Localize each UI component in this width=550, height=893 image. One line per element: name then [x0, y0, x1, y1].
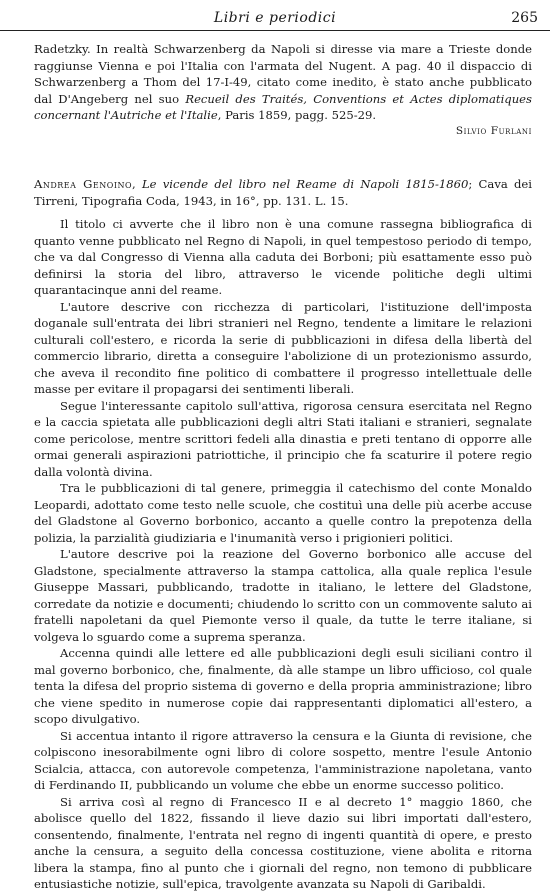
review-book-title: Le vicende del libro nel Reame di Napoli 1815-1860: [141, 177, 469, 191]
review-paragraph: Si arriva così al regno di Francesco II e al decreto 1° maggio 1860, che abolisce quello del 1822, fissando il lieve dazio sui libri importati dall'estero, consentendo, finalmente, l'entrata nel regno di ingenti quantità di opere, e presto anche la censura, a seguito della concessa costituzione, viene abolita e ritorna libera la stampa, fino al punto che i giornali del regno, non temono di pubblicare entusiastiche notizie, sull'epica, travolgente avanzata su Napoli di Garibaldi.: [34, 794, 532, 891]
previous-review-continuation: [34, 41, 532, 139]
continuation-tail: , Paris 1859, pagg. 525-29.: [217, 108, 377, 122]
page-number: 265: [511, 10, 538, 26]
review-paragraph: L'autore descrive poi la reazione del Governo borbonico alle accuse del Gladstone, specialmente attraverso la stampa cattolica, alla quale replica l'esule Giuseppe Massari, pubblicando, tradotte in italiano, le lettere del Gladstone, corredate da notizie e documenti; chiudendo lo scritto con un commovente saluto ai fratelli napoletani da quel Piemonte verso il quale, da tutte le terre italiane, si volgeva lo sguardo come a suprema speranza.: [34, 547, 532, 644]
review-paragraph: Accenna quindi alle lettere ed alle pubblicazioni degli esuli siciliani contro il mal governo borbonico, che, finalmente, dà alle stampe un libro ufficioso, col quale tenta la difesa del proprio sistema di governo e della propria amministrazione; libro che viene spedito in numerose copie dai rappresentanti diplomatici all'estero, a scopo divulgativo.: [34, 646, 532, 726]
review-paragraph: L'autore descrive con ricchezza di particolari, l'istituzione dell'imposta doganale sull'entrata dei libri stranieri nel Regno, tendente a limitare le relazioni culturali coll'estero, e ricorda la serie di pubblicazioni in difesa della libertà del commercio librario, diretta a conseguire l'abolizione di un protezionismo assurdo, che aveva il recondito fine politico di combattere il progresso intellettuale delle masse per evitare il propagarsi dei sentimenti liberali.: [34, 299, 532, 396]
continuation-paragraph: [34, 41, 532, 124]
reviewer-signature: Silvio Furlani: [455, 124, 532, 137]
review-paragraph: Si accentua intanto il rigore attraverso la censura e la Giunta di revisione, che colpiscono inesorabilmente ogni libro di colore sospetto, mentre l'esule Antonio Scialcia, attacca, con autorevole competenza, l'amministrazione napoletana, vanto di Ferdinando II, pubblicando un volume che ebbe un enorme successo politico.: [34, 728, 532, 792]
section-separator: ': [316, 120, 319, 130]
book-review: [34, 176, 532, 893]
review-paragraph: Il titolo ci avverte che il libro non è una comune rassegna bibliografica di quanto venne pubblicato nel Regno di Napoli, in quel tempestoso periodo di tempo, che va dal Congresso di Vienna alla caduta dei Borboni; più esattamente esso può definirsi la storia del libro, attraverso le vicende politiche degli ultimi quarantacinque anni del reame.: [34, 217, 532, 297]
cited-work-title: Recueil des Traités, Conventions et Actes diplomatiques concernant l'Autriche et l'Italie: [34, 91, 532, 122]
header-title: Libri e periodici: [213, 10, 337, 26]
running-header: [0, 8, 550, 31]
continuation-text: Radetzky. In realtà Schwarzenberg da Napoli si diresse via mare a Trieste donde raggiunse Vienna e poi l'Italia con l'armata del Nugent. A pag. 40 il dispaccio di Schwarzenberg a Thom del 17-I-49, citato come inedito, è stato anche pubblicato dal D'Angeberg nel suo: [34, 42, 532, 106]
review-publication: ; Cava dei Tirreni, Tipografia Coda, 1943, in 16°, pp. 131. L. 15.: [34, 177, 533, 208]
review-author: Andrea Genoino: [34, 177, 133, 191]
review-paragraph: Tra le pubblicazioni di tal genere, primeggia il catechismo del conte Monaldo Leopardi, adottato come testo nelle scuole, che costituì una delle più acerbe accuse del Gladstone al Governo borbonico, accanto a quelle contro la prepotenza della polizia, la parzialità giudiziaria e l'inumanità verso i prigionieri politici.: [34, 481, 532, 545]
review-citation: Andrea Genoino, Le vicende del libro nel Reame di Napoli 1815-1860; Cava dei Tirreni, Tipografia Coda, 1943, in 16°, pp. 131. L. 15.: [34, 177, 533, 208]
review-paragraph: Segue l'interessante capitolo sull'attiva, rigorosa censura esercitata nel Regno e la caccia spietata alle pubblicazioni degli altri Stati italiani e stranieri, segnalate come pericolose, mentre scrittori fedeli alla dinastia e preti tentano di opporre alle ormai generali aspirazioni patriottiche, il principio che fa scaturire il potere regio dalla volontà divina.: [34, 398, 532, 479]
